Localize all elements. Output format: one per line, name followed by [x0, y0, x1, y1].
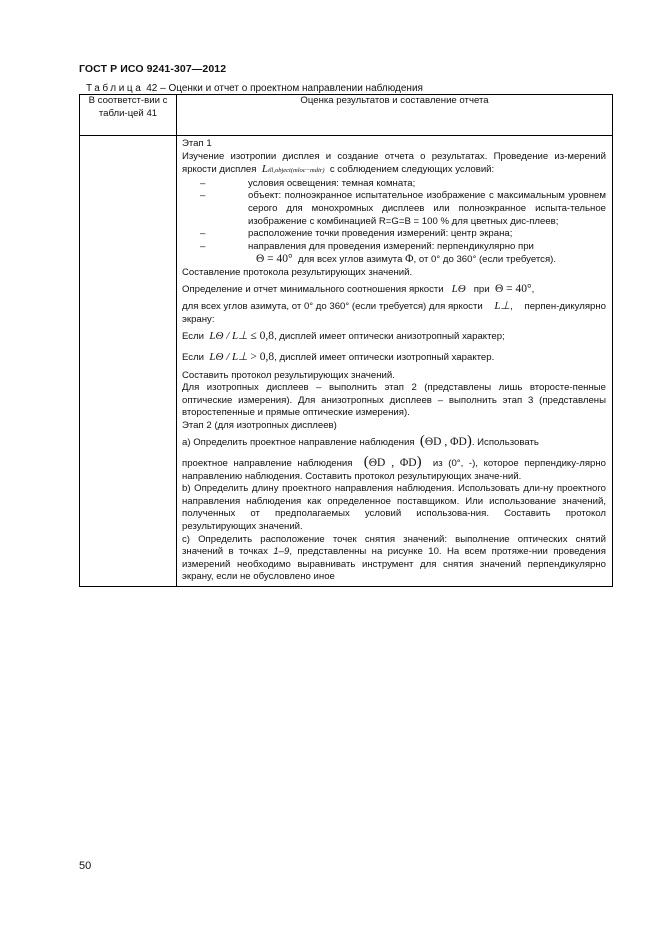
table-row	[80, 136, 613, 587]
list-item: – расположение точки проведения измерений: центр экрана;	[200, 228, 606, 241]
col2-cell	[177, 136, 613, 587]
page-number: 50	[79, 860, 92, 872]
col1-header: В соответст-вии с табли-цей 41	[80, 95, 177, 136]
list-item: – направления для проведения измерений: перпендикулярно при Θ = 40° для всех углов азимута Φ, от 0° до 360° (если требуется).	[200, 241, 606, 267]
step-a-paragraph: a) Определить проектное направление наблюдения (ΘD , ΦD). Использовать проектное направление наблюдения (ΘD , ΦD) из (0°, -), которое перпендику-лярно направлению наблюдения. Составить протокол результирующих значе-ний.	[182, 433, 606, 482]
table-caption	[86, 83, 423, 94]
luminance-subscript: ill,object(mloc−mdir)	[267, 167, 325, 175]
conditions-list	[182, 178, 606, 267]
branch-paragraph: Для изотропных дисплеев – выполнить этап 2 (представлены лишь второсте-пенные оптические измерения). Для анизотропных дисплеев – выполнить этап 3 (представлены второстепенные и прямые оптические измерения).	[182, 382, 606, 419]
step-b-paragraph: b) Определить длину проектного направления наблюдения. Использовать дли-ну проектного направления наблюдения как определенное поставщиком. Или использование значений, полученных от предполагаемых условий использова-ния. Составить протокол результирующих значений.	[182, 483, 606, 533]
ratio-formula: LΘ / L⊥	[209, 350, 248, 363]
step-c-paragraph: c) Определить расположение точек снятия значений: выполнение оптических снятий значений в точках 1–9, представленны на рисунке 10. На всем протяже-нии проведения измерений необходимо выравнивать инструмент для снятия значений перпендикулярно экрану, если не обусловлено иное	[182, 533, 606, 583]
isotropic-condition: Если LΘ / L⊥ > 0,8, дисплей имеет оптически изотропный характер.	[182, 350, 495, 363]
table-header-row	[80, 95, 613, 136]
caption-word: Таблица	[86, 83, 144, 94]
theta-phi-formula: ΘD , ΦD	[424, 436, 467, 449]
col2-header: Оценка результатов и составление отчета	[177, 95, 613, 136]
stage2-title: Этап 2 (для изотропных дисплеев)	[182, 419, 337, 431]
points-range: 1–9	[273, 546, 290, 558]
caption-text: 42 – Оценки и отчет о проектном направлении наблюдения	[143, 83, 423, 94]
evaluation-table	[79, 94, 613, 587]
list-item: – объект: полноэкранное испытательное изображение с максимальным уровнем серого для монохромных дисплеев или полноэкранное испыта-тельное изображение с комбинацией R=G=B = 100 % для цветных дис-плеев;	[200, 190, 606, 228]
stage1-title: Этап 1	[182, 138, 212, 149]
col1-cell	[80, 136, 177, 587]
l-perp-symbol: L⊥	[494, 300, 511, 313]
protocol-line-1: Составление протокола результирующих значений.	[182, 266, 413, 278]
list-item: – условия освещения: темная комната;	[200, 178, 606, 191]
anisotropic-condition: Если LΘ / L⊥ ≤ 0,8, дисплей имеет оптически анизотропный характер;	[182, 330, 505, 343]
definition-paragraph: Определение и отчет минимального соотношения яркости LΘ при Θ = 40°, для всех углов азимута, от 0° до 360° (если требуется) для яркости L⊥, перпен-дикулярно экрану:	[182, 282, 606, 325]
protocol-line-2: Составить протокол результирующих значений.	[182, 369, 395, 381]
document-header: ГОСТ Р ИСО 9241-307—2012	[79, 63, 227, 75]
l-theta-symbol: LΘ	[451, 282, 466, 295]
ratio-formula: LΘ / L⊥	[209, 330, 248, 343]
stage1-intro: Изучение изотропии дисплея и создание отчета о результатах. Проведение из-мерений яркости дисплея Lill,object(mloc−mdir) с соблюдением следующих условий:	[182, 150, 606, 176]
phi-symbol: Φ	[405, 253, 414, 266]
luminance-symbol: L	[261, 163, 268, 176]
theta-equation: Θ = 40°	[256, 253, 293, 266]
